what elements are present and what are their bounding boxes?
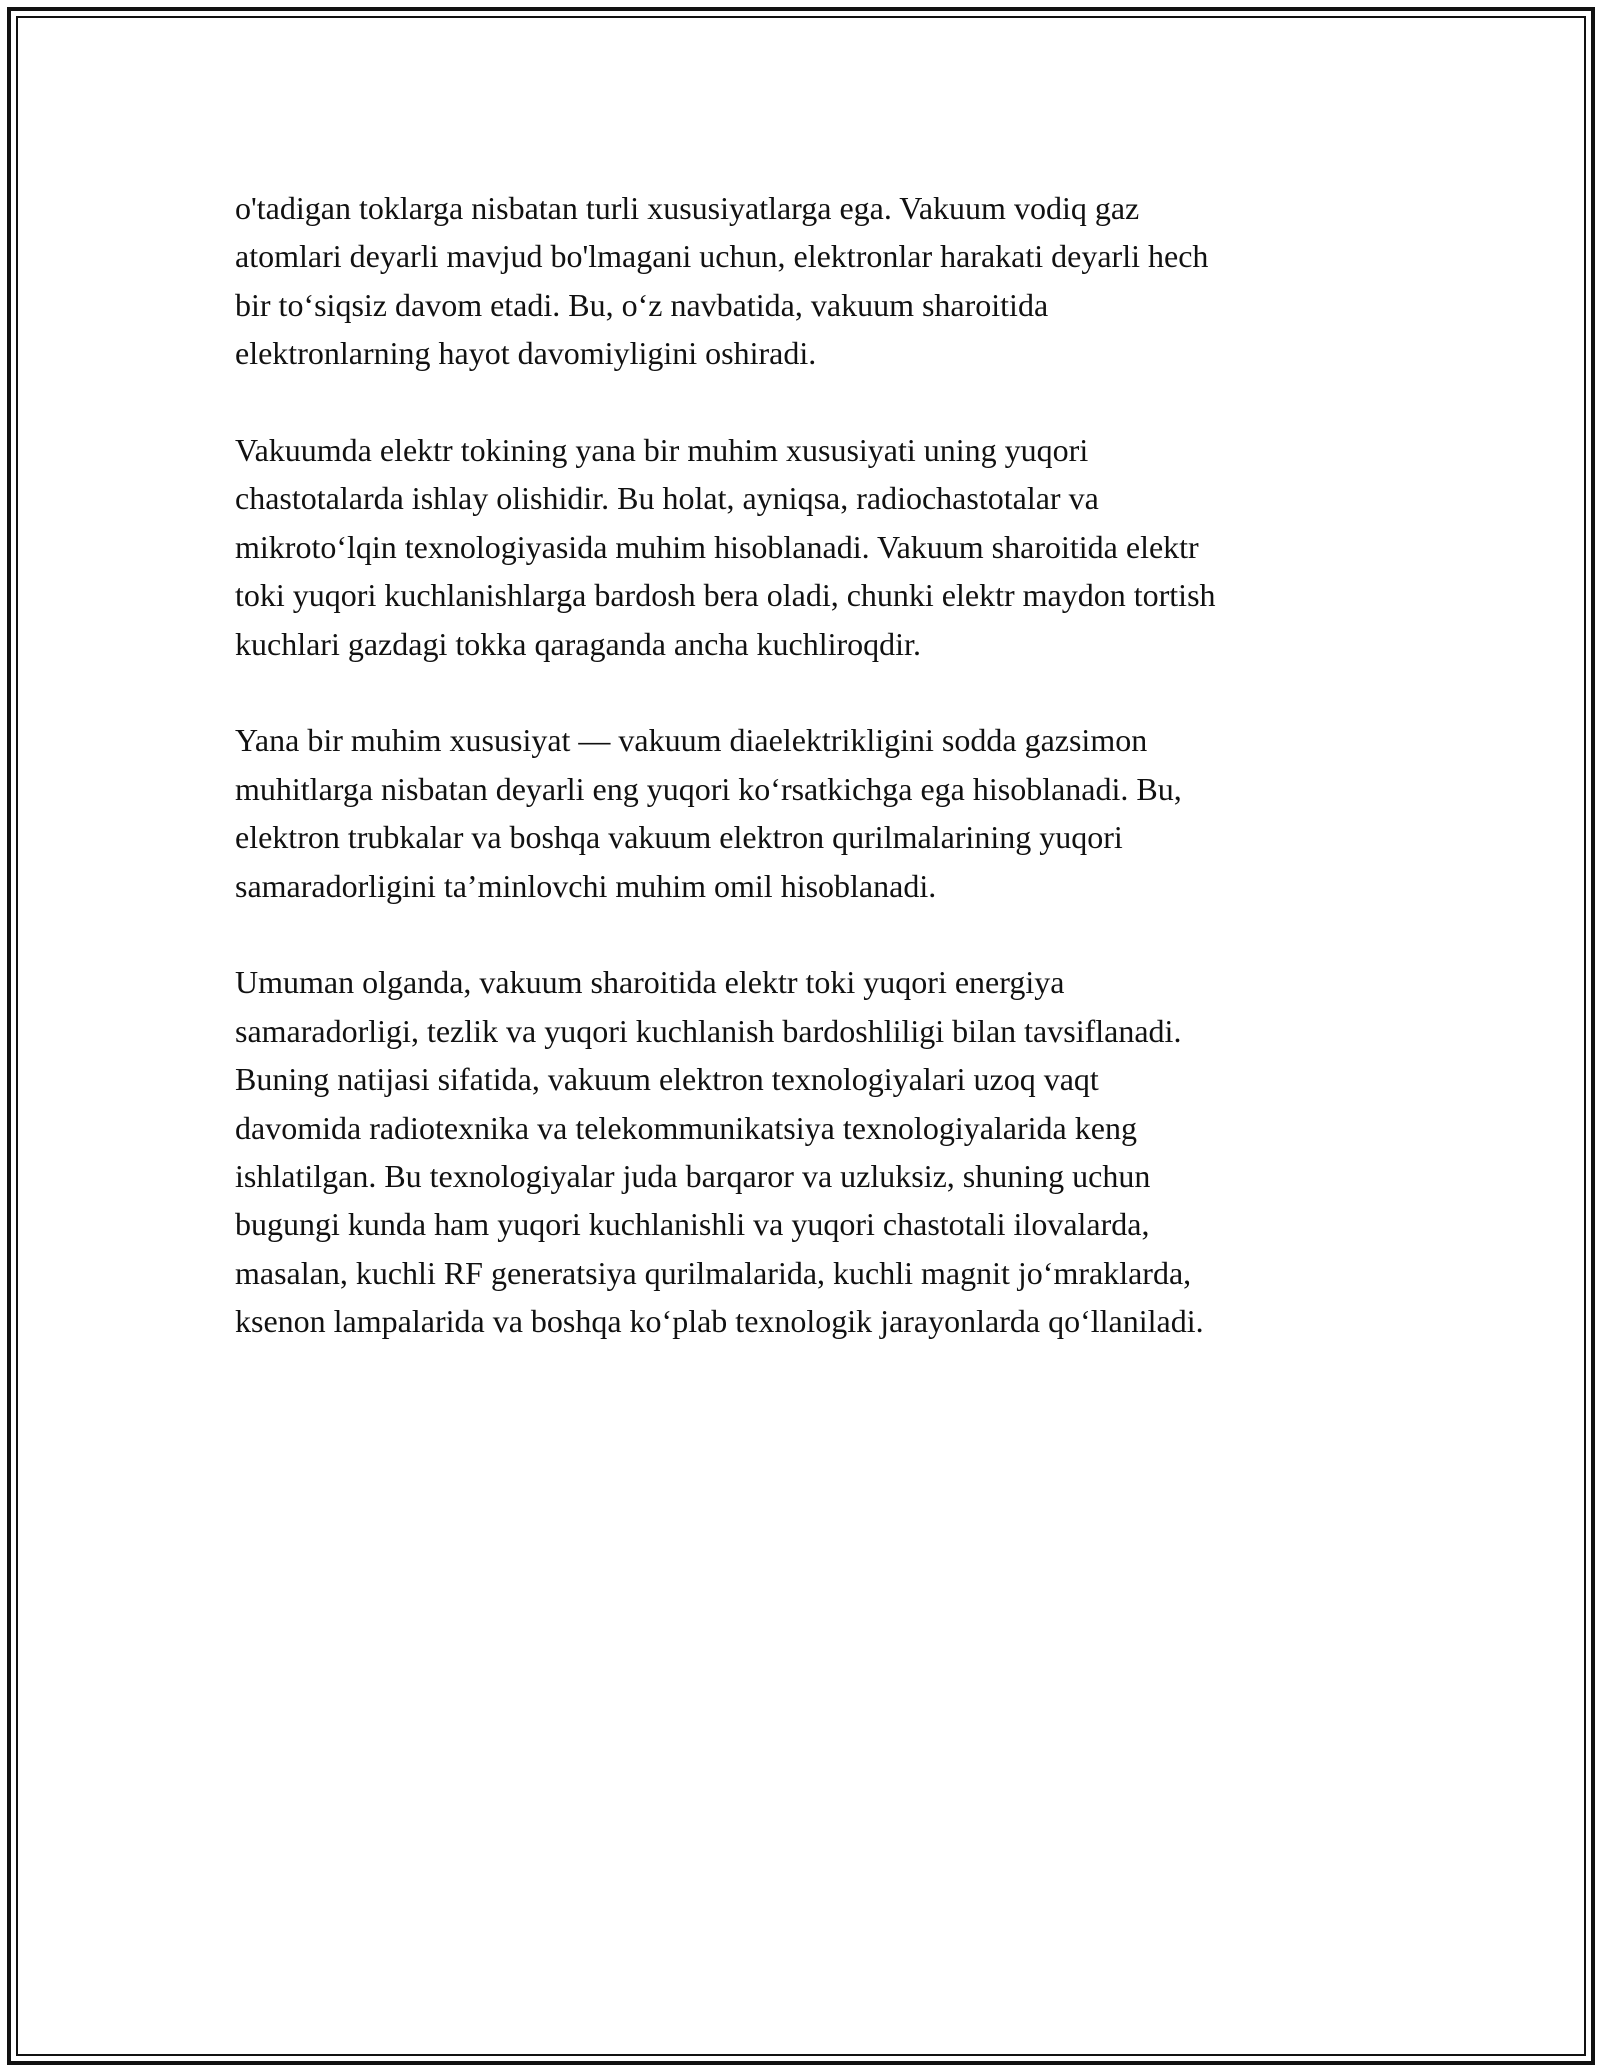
document-body bbox=[235, 184, 1385, 1394]
paragraph-3: Yana bir muhim xususiyat — vakuum diaelektrikligini sodda gazsimon muhitlarga nisbatan deyarli eng yuqori ko‘rsatkichga ega hisoblanadi. Bu, elektron trubkalar va boshqa vakuum elektron qurilmalarining yuqori samaradorligini ta’minlovchi muhim omil hisoblanadi. bbox=[235, 722, 1182, 904]
paragraph-2: Vakuumda elektr tokining yana bir muhim xususiyati uning yuqori chastotalarda ishlay olishidir. Bu holat, ayniqsa, radiochastotalar va mikroto‘lqin texnologiyasida muhim hisoblanadi. Vakuum sharoitida elektr toki yuqori kuchlanishlarga bardosh bera oladi, chunki elektr maydon tortish kuchlari gazdagi tokka qaraganda ancha kuchliroqdir. bbox=[235, 432, 1216, 662]
paragraph-4: Umuman olganda, vakuum sharoitida elektr toki yuqori energiya samaradorligi, tezlik va yuqori kuchlanish bardoshliligi bilan tavsiflanadi. Buning natijasi sifatida, vakuum elektron texnologiyalari uzoq vaqt davomida radiotexnika va telekommunikatsiya texnologiyalarida keng ishlatilgan. Bu texnologiyalar juda barqaror va uzluksiz, shuning uchun bugungi kunda ham yuqori kuchlanishli va yuqori chastotali ilovalarda, masalan, kuchli RF generatsiya qurilmalarida, kuchli magnit jo‘mraklarda, ksenon lampalarida va boshqa ko‘plab texnologik jarayonlarda qo‘llaniladi. bbox=[235, 964, 1204, 1340]
paragraph-1: o'tadigan toklarga nisbatan turli xususiyatlarga ega. Vakuum vodiq gaz atomlari deyarli mavjud bo'lmagani uchun, elektronlar harakati deyarli hech bir to‘siqsiz davom etadi. Bu, o‘z navbatida, vakuum sharoitida elektronlarning hayot davomiyligini oshiradi. bbox=[235, 190, 1209, 372]
